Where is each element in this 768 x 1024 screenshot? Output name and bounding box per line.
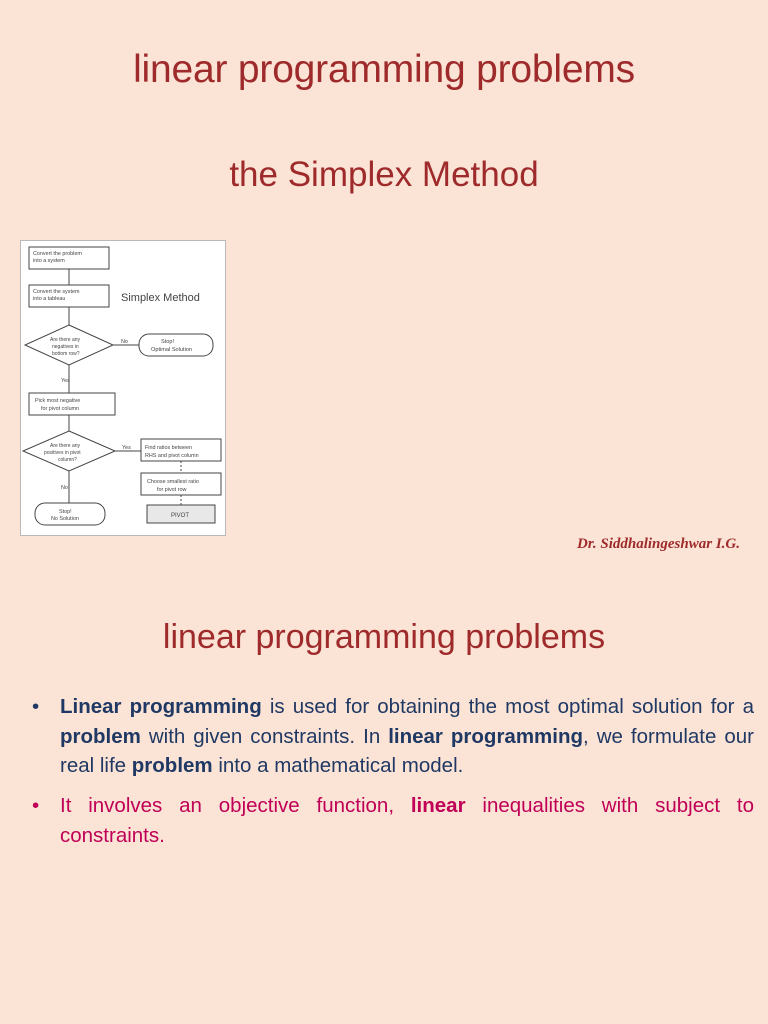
svg-text:No Solution: No Solution <box>51 516 79 522</box>
bullet-marker: • <box>32 794 40 818</box>
svg-text:Simplex Method: Simplex Method <box>121 292 200 304</box>
section-title: linear programming problems <box>162 618 606 656</box>
flowchart-diagram <box>21 241 225 535</box>
svg-text:Convert the problem: Convert the problem <box>33 251 82 257</box>
svg-text:Optimal Solution: Optimal Solution <box>151 347 193 353</box>
svg-text:for pivot row: for pivot row <box>157 487 187 493</box>
svg-text:Stop!: Stop! <box>59 509 72 515</box>
svg-text:Yes: Yes <box>61 378 70 384</box>
svg-text:positives in pivot: positives in pivot <box>44 450 81 456</box>
svg-text:for pivot column: for pivot column <box>41 406 80 412</box>
svg-text:No: No <box>61 485 68 491</box>
simplex-flowchart-image <box>20 240 226 536</box>
svg-text:No: No <box>121 339 128 345</box>
bullet-text-2: It involves an objective function, linear inequalities with subject to constraints. <box>60 794 754 847</box>
slide-content-section <box>0 592 768 1024</box>
list-item <box>14 692 754 781</box>
svg-text:Choose smallest ratio: Choose smallest ratio <box>147 479 199 485</box>
svg-text:PIVOT: PIVOT <box>171 513 190 519</box>
svg-text:RHS and pivot column: RHS and pivot column <box>145 453 199 459</box>
svg-text:Yes: Yes <box>122 445 131 451</box>
svg-text:column?: column? <box>58 457 77 463</box>
list-item <box>14 791 754 850</box>
svg-text:Convert the system: Convert the system <box>33 289 80 295</box>
svg-text:Find ratios between: Find ratios between <box>145 445 193 451</box>
page-title: linear programming problems <box>133 48 635 91</box>
svg-text:into a system: into a system <box>33 258 65 264</box>
svg-text:bottom row?: bottom row? <box>52 351 80 357</box>
svg-text:negatives in: negatives in <box>52 344 79 350</box>
bullet-text-1: Linear programming is used for obtaining the most optimal solution for a problem with given constraints. In linear programming, we formulate our real life problem into a mathematical model. <box>60 695 754 778</box>
svg-text:Pick most negative: Pick most negative <box>35 398 81 404</box>
svg-text:into a tableau: into a tableau <box>33 296 66 302</box>
svg-text:Stop!: Stop! <box>161 339 175 345</box>
page-subtitle: the Simplex Method <box>229 155 539 194</box>
bullet-marker: • <box>32 695 40 718</box>
author-credit: Dr. Siddhalingeshwar I.G. <box>577 536 740 552</box>
svg-text:Are there any: Are there any <box>50 443 81 449</box>
svg-text:Are there any: Are there any <box>50 337 81 343</box>
bullet-list <box>14 692 754 861</box>
